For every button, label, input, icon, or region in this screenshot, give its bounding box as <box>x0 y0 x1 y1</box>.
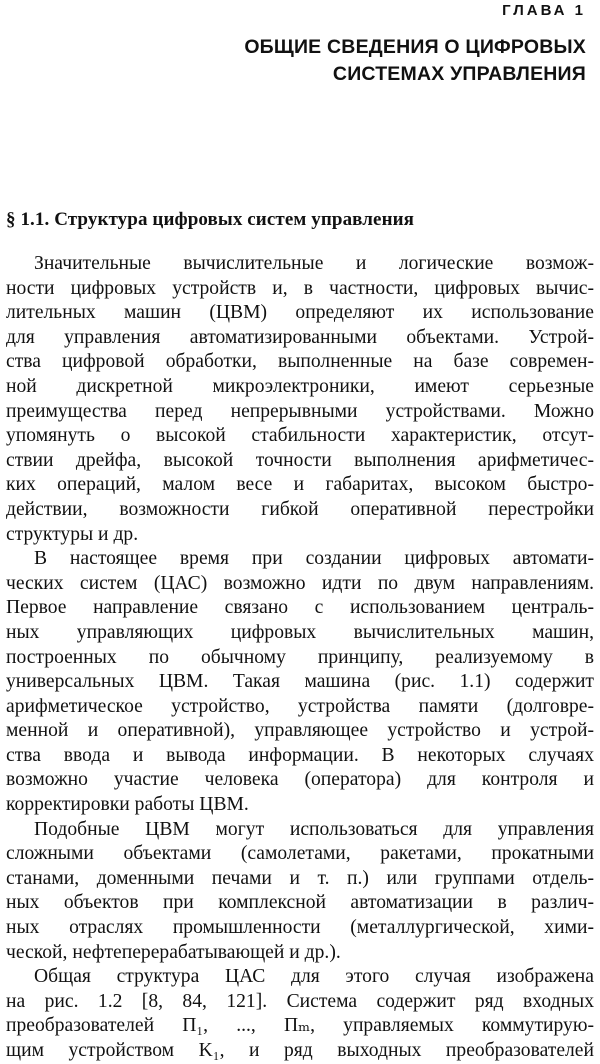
text-line: для управления автоматизированными объектами. Устрой- <box>6 326 594 348</box>
text-line: ных объектов при комплексной автоматизации в различ- <box>6 892 594 914</box>
text-line: универсальных ЦВМ. Такая машина (рис. 1.1) содержит <box>6 671 594 693</box>
text-line: менной и оперативной), управляющее устройство и устрой- <box>6 720 594 742</box>
text-line: В настоящее время при создании цифровых автомати- <box>34 548 594 570</box>
text-line: ства цифровой обработки, выполненные на базе современ- <box>6 351 594 373</box>
paragraph <box>6 252 594 547</box>
text-line: ных отраслях промышленности (металлургической, хими- <box>6 917 594 939</box>
chapter-title-line-2: СИСТЕМАХ УПРАВЛЕНИЯ <box>332 63 586 85</box>
chapter-title <box>244 34 586 88</box>
text-line: лительных машин (ЦВМ) определяют их использование <box>6 302 594 324</box>
text-line: на рис. 1.2 [8, 84, 121]. Система содержит ряд входных <box>6 990 594 1012</box>
text-line: действии, возможности гибкой оперативной перестройки <box>6 498 594 520</box>
text-line: сложными объектами (самолетами, ракетами, прокатными <box>6 843 594 865</box>
text-line: станами, доменными печами и т. п.) или группами отдель- <box>6 867 594 889</box>
text-line: преимущества перед непрерывными устройствами. Можно <box>6 400 594 422</box>
text-line: структуры и др. <box>6 523 139 545</box>
body-text <box>6 252 594 1064</box>
section-heading: § 1.1. Структура цифровых систем управления <box>6 209 415 230</box>
text-line: ческих систем (ЦАС) возможно идти по двум направлениям. <box>6 572 594 594</box>
text-line: построенных по обычному принципу, реализуемому в <box>6 646 594 668</box>
text-line: ности цифровых устройств и, в частности, цифровых вычис- <box>6 277 594 299</box>
text-line: преобразователей Π₁, ..., Πₘ, управляемых коммутирую- <box>6 1015 594 1037</box>
text-line: ствии дрейфа, высокой точности выполнения арифметичес- <box>6 449 594 471</box>
text-line: Значительные вычислительные и логические возмож- <box>34 253 594 274</box>
chapter-label: ГЛАВА 1 <box>502 2 586 19</box>
text-line: Первое направление связано с использованием централь- <box>6 597 594 619</box>
text-line: возможно участие человека (оператора) для контроля и <box>6 769 594 791</box>
text-line: Подобные ЦВМ могут использоваться для управления <box>34 818 594 840</box>
text-line: Общая структура ЦАС для этого случая изображена <box>34 966 594 988</box>
text-line: ства ввода и вывода информации. В некоторых случаях <box>6 744 594 766</box>
text-line: арифметическое устройство, устройства памяти (долговре- <box>6 695 594 717</box>
paragraph <box>6 965 594 1063</box>
text-line: корректировки работы ЦВМ. <box>6 794 249 816</box>
chapter-title-line-1: ОБЩИЕ СВЕДЕНИЯ О ЦИФРОВЫХ <box>244 36 586 58</box>
text-line: щим устройством K₁, и ряд выходных преобразователей <box>6 1040 594 1061</box>
text-line: ных управляющих цифровых вычислительных машин, <box>6 621 594 643</box>
text-line: ких операций, малом весе и габаритах, высоком быстро- <box>6 474 594 496</box>
text-line: ческой, нефтеперерабатывающей и др.). <box>6 941 341 963</box>
paragraph <box>6 547 594 818</box>
paragraph <box>6 818 594 966</box>
text-line: ной дискретной микроэлектроники, имеют серьезные <box>6 375 594 397</box>
text-line: упомянуть о высокой стабильности характеристик, отсут- <box>6 425 594 447</box>
